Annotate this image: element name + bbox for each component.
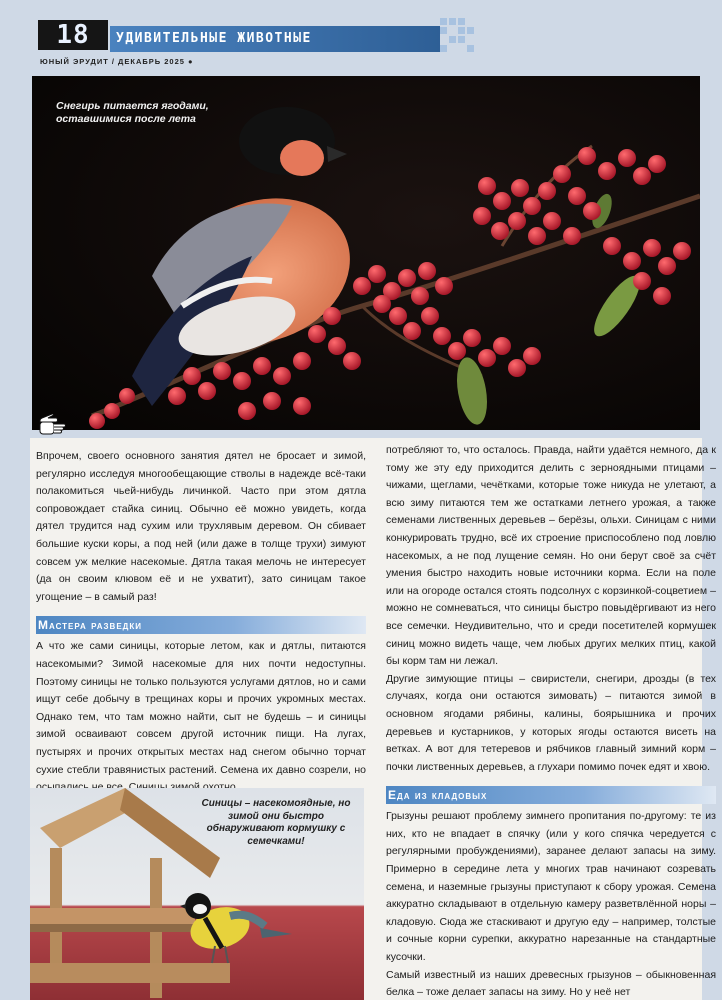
- paragraph: Самый известный из наших древесных грызунов – обыкновенная белка – тоже делает запасы на зиму. Но у неё нет: [386, 968, 716, 999]
- subheading: Еда из кладовых: [386, 786, 716, 804]
- hero-photo: [32, 76, 700, 430]
- bullfinch-illustration: [32, 76, 700, 430]
- left-column: [36, 448, 366, 797]
- pointing-hand-icon: [38, 414, 70, 436]
- paragraph: Другие зимующие птицы – свиристели, снегири, дрозды (в тех случаях, когда они остаются зимовать) – питаются зимой в основном ягодами рябины, калины, боярышника и прочих деревьев и кустарников, у которых ягоды остаются висеть на ветках. А вот для тетеревов и рябчиков главный зимний корм – почки лиственных деревьев, а глухари помимо почек едят и хвою.: [386, 672, 716, 773]
- paragraph: потребляют то, что осталось. Правда, найти удаётся немного, да к тому же эту еду приходится делить с зерноядными птицами – чижами, щеглами, чечётками, которые тоже никуда не улетают, а всю зиму питаются тем же остатками летнего урожая, а также семенами лиственных деревьев – берёзы, ольхи. Синицам с ними конкурировать трудно, всё их строение приспособлено под ловлю насекомых, а не под лущение семян. Но они берут своё за счёт умения быстро находить новые источники корма. Если на поле или на огороде остался стоять подсолнух с корзинкой-соцветием – можно не сомневаться, что синицы быстро повыдёргивают из него все семечки. Неудивительно, что и среди посетителей кормушек синиц можно видеть чаще, чем любых других мелких птиц, какой бы корм там ни лежал.: [386, 444, 716, 668]
- page-header: [0, 0, 722, 72]
- subheading: Мастера разведки: [36, 616, 366, 634]
- paragraph: А что же сами синицы, которые летом, как и дятлы, питаются насекомыми? Зимой насекомые для них почти недоступны. Поэтому синицы не только пользуются услугами дятлов, но и сами ищут себе добычу в трещинах коры и прочих укромных местах. Однако тем, что там можно найти, сыт не будешь – и синицы зимой осваивают совсем другой источник пищи. На лугах, пустырях и прочих открытых местах над снегом обычно торчат сухие стебли травянистых растений. Семена их давно созрели, но: [36, 640, 366, 776]
- issue-line: ЮНЫЙ ЭРУДИТ / ДЕКАБРЬ 2025 ●: [40, 57, 194, 66]
- page-number: 18: [38, 20, 108, 50]
- paragraph: Впрочем, своего основного занятия дятел не бросает и зимой, регулярно исследуя многообещающие стволы в надежде всё-таки полакомиться чьей-нибудь личинкой. Часто при этом дятла сопровождает стайка синиц. Обычно её можно увидеть, когда дятел трудится над сухим или трухлявым деревом. Он сбивает большие куски коры, а под ней (или даже в толще трухи) зимуют совсем уж мелкие насекомые. Дятла такая мелочь не интересует (да он своим клювом её и не ухватит), зато синицам такое угощение – в самый раз!: [36, 450, 366, 603]
- paragraph: Грызуны решают проблему зимнего пропитания по-другому: те из них, кто не впадает в спячку (или у кого спячка чередуется с регулярными пробуждениями), заранее делают запасы на зиму. Примерно в середине лета у многих трав начинают созревать семена, и наземные грызуны приступают к сбору урожая. Семена аккуратно складывают в отдельную камеру разветвлённой норы – кладовую. Сюда же стаскивают и другую еду – например, толстые и сочные корни сурепки, аккуратно нарезанные на стандартные кусочки.: [386, 810, 716, 964]
- feeder-caption: Синицы – насекомоядные, но зимой они быстро обнаруживают кормушку с семечками!: [201, 798, 351, 847]
- pixel-decoration-icon: [420, 18, 480, 58]
- section-title: УДИВИТЕЛЬНЫЕ ЖИВОТНЫЕ: [110, 26, 440, 52]
- hero-caption: Снегирь питается ягодами, оставшимися после лета: [56, 100, 209, 125]
- right-column: [386, 442, 716, 1000]
